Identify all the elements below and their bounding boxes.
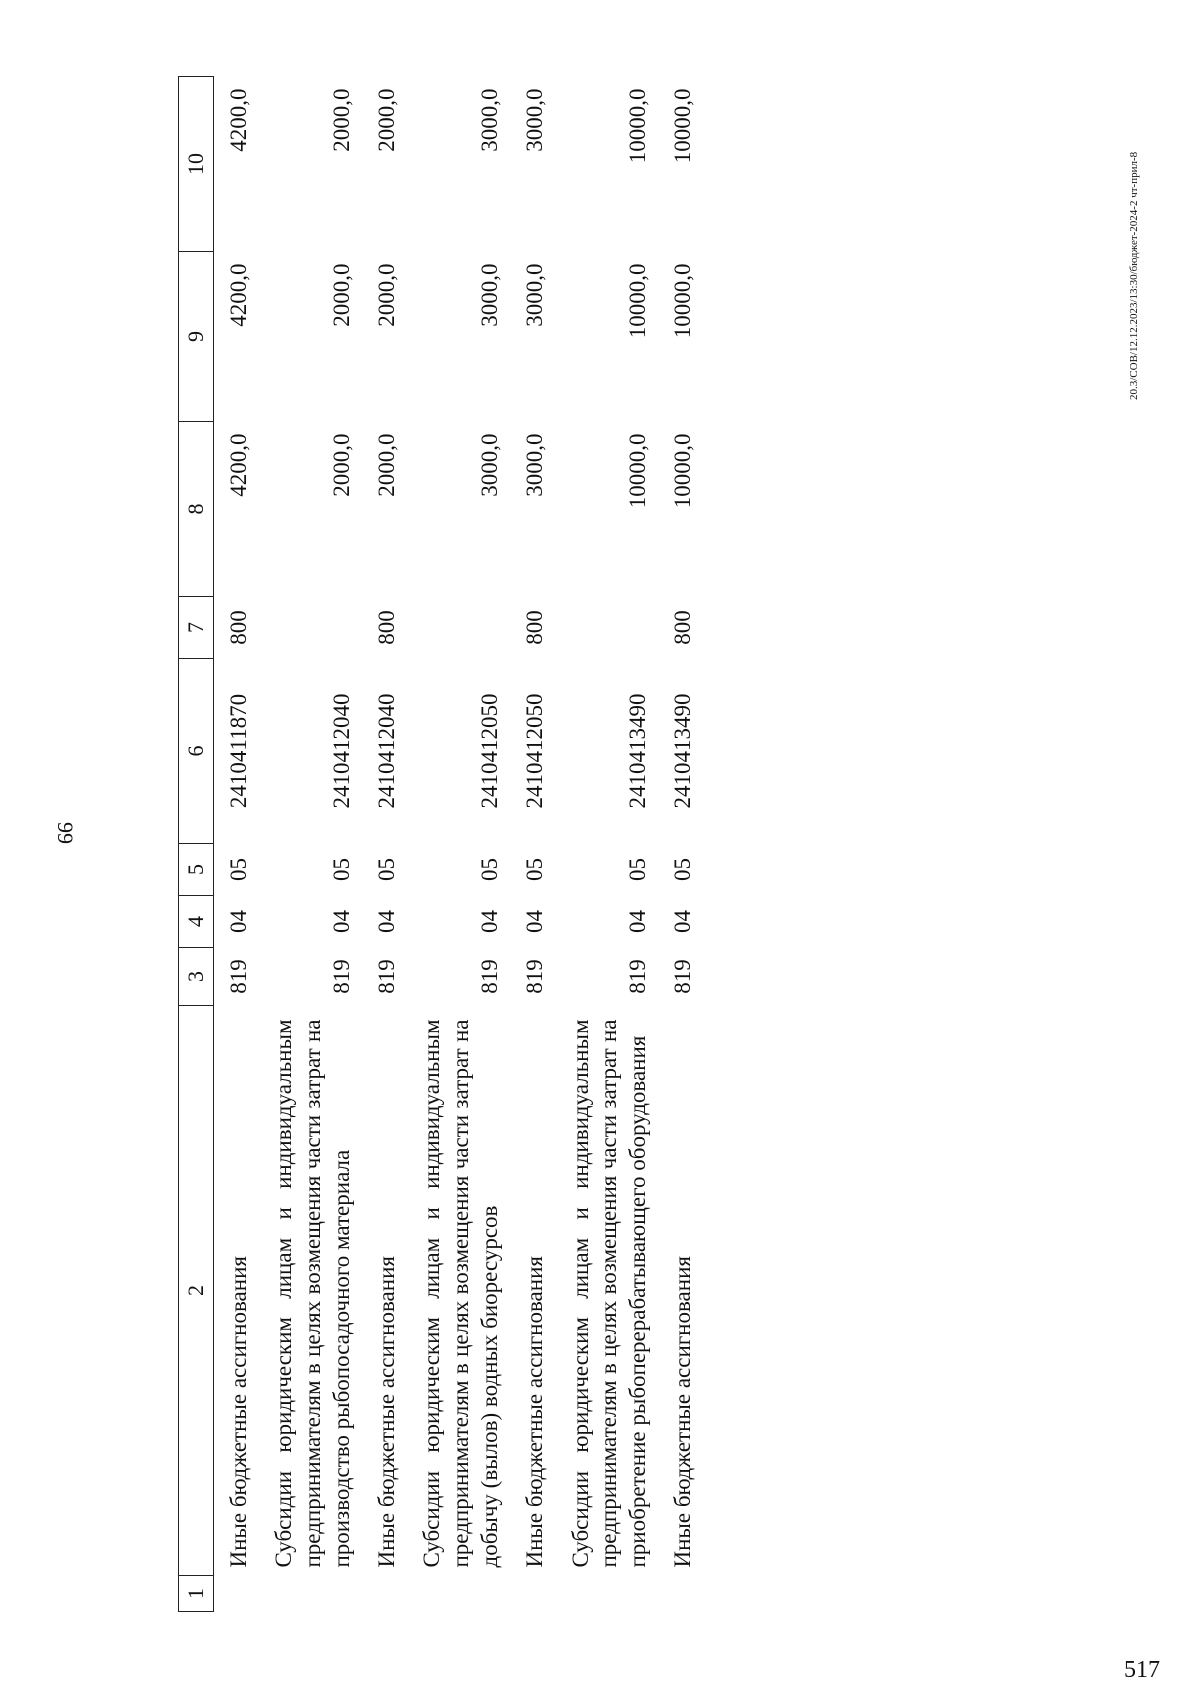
cell-col-4: 04 — [225, 910, 251, 933]
cell-col-5: 05 — [225, 858, 251, 881]
column-header: 2 — [179, 1006, 214, 1576]
cell-col-10: 3000,0 — [476, 88, 502, 152]
cell-col-4: 04 — [522, 910, 548, 933]
cell-col-3: 819 — [328, 959, 354, 994]
table-row — [511, 77, 559, 1612]
cell-col-4: 04 — [670, 910, 696, 933]
cell-col-2: Субсидии юридическим лицам и индивидуальным предпринимателям в целях возмещения части затрат на приобретение рыбоперерабатывающего оборудования — [567, 1019, 650, 1568]
cell-col-1 — [559, 1576, 659, 1612]
page-number: 99 — [53, 822, 78, 844]
cell-col-4: 04 — [625, 910, 650, 933]
cell-col-4: 04 — [476, 910, 502, 933]
rotated-table-container — [178, 77, 1008, 1612]
cell-col-10: 2000,0 — [328, 88, 354, 152]
budget-table — [178, 76, 707, 1612]
cell-col-3: 819 — [670, 959, 696, 994]
cell-col-2: Иные бюджетные ассигнования — [522, 1256, 548, 1568]
column-header: 6 — [179, 659, 214, 844]
cell-col-1 — [511, 1576, 559, 1612]
column-header: 1 — [179, 1576, 214, 1612]
cell-col-6: 2410413490 — [625, 693, 650, 809]
cell-col-5: 05 — [625, 858, 650, 881]
cell-col-10: 4200,0 — [225, 88, 251, 152]
cell-col-6: 2410412050 — [522, 693, 548, 809]
cell-col-5: 05 — [476, 858, 502, 881]
cell-col-2: Субсидии юридическим лицам и индивидуальным предпринимателям в целях возмещения части затрат на производство рыбопосадочного материала — [271, 1019, 354, 1568]
cell-col-9: 4200,0 — [225, 263, 251, 327]
cell-col-8: 10000,0 — [625, 433, 650, 509]
header-row — [179, 77, 214, 1612]
cell-col-6: 2410411870 — [225, 693, 251, 809]
cell-col-4: 04 — [328, 910, 354, 933]
table-row — [559, 77, 659, 1612]
cell-col-9: 10000,0 — [625, 263, 650, 339]
column-header: 10 — [179, 77, 214, 252]
cell-col-6: 2410412040 — [328, 693, 354, 809]
cell-col-8: 2000,0 — [328, 433, 354, 497]
cell-col-2: Иные бюджетные ассигнования — [670, 1256, 696, 1568]
cell-col-7: 800 — [225, 610, 251, 645]
cell-col-1 — [262, 1576, 362, 1612]
cell-col-2: Иные бюджетные ассигнования — [225, 1256, 251, 1568]
cell-col-10: 3000,0 — [522, 88, 548, 152]
cell-col-3: 819 — [225, 959, 251, 994]
cell-col-8: 3000,0 — [522, 433, 548, 497]
cell-col-8: 2000,0 — [373, 433, 399, 497]
cell-col-8: 4200,0 — [225, 433, 251, 497]
table-row — [410, 77, 510, 1612]
cell-col-9: 10000,0 — [670, 263, 696, 339]
column-header: 3 — [179, 948, 214, 1006]
cell-col-5: 05 — [522, 858, 548, 881]
cell-col-7: 800 — [373, 610, 399, 645]
cell-col-1 — [214, 1576, 263, 1612]
cell-col-10: 2000,0 — [373, 88, 399, 152]
cell-col-1 — [659, 1576, 707, 1612]
column-header: 7 — [179, 597, 214, 659]
cell-col-5: 05 — [373, 858, 399, 881]
cell-col-3: 819 — [625, 959, 650, 994]
cell-col-6: 2410412050 — [476, 693, 502, 809]
cell-col-6: 2410412040 — [373, 693, 399, 809]
table-row — [262, 77, 362, 1612]
cell-col-10: 10000,0 — [625, 88, 650, 164]
column-header: 5 — [179, 844, 214, 896]
column-header: 8 — [179, 422, 214, 597]
cell-col-9: 2000,0 — [328, 263, 354, 327]
cell-col-4: 04 — [373, 910, 399, 933]
cell-col-5: 05 — [328, 858, 354, 881]
cell-col-1 — [362, 1576, 410, 1612]
footer-code: 20.3/СОВ/12.12.2023/13:30/бюджет-2024-2 чт-прил-8 — [1128, 151, 1140, 400]
cell-col-9: 3000,0 — [522, 263, 548, 327]
cell-col-7 — [410, 597, 510, 659]
cell-col-3: 819 — [373, 959, 399, 994]
cell-col-7 — [262, 597, 362, 659]
cell-col-9: 3000,0 — [476, 263, 502, 327]
cell-col-3: 819 — [522, 959, 548, 994]
cell-col-5: 05 — [670, 858, 696, 881]
table-row — [659, 77, 707, 1612]
column-header: 9 — [179, 252, 214, 422]
cell-col-7: 800 — [522, 610, 548, 645]
column-header: 4 — [179, 896, 214, 948]
cell-col-2: Субсидии юридическим лицам и индивидуальным предпринимателям в целях возмещения части затрат на добычу (вылов) водных биоресурсов — [419, 1019, 502, 1568]
cell-col-8: 10000,0 — [670, 433, 696, 509]
cell-col-1 — [410, 1576, 510, 1612]
sheet-number: 517 — [1124, 1657, 1160, 1683]
cell-col-3: 819 — [476, 959, 502, 994]
table-row — [214, 77, 263, 1612]
cell-col-7: 800 — [670, 610, 696, 645]
cell-col-7 — [559, 597, 659, 659]
cell-col-10: 10000,0 — [670, 88, 696, 164]
cell-col-9: 2000,0 — [373, 263, 399, 327]
table-row — [362, 77, 410, 1612]
cell-col-2: Иные бюджетные ассигнования — [373, 1256, 399, 1568]
cell-col-6: 2410413490 — [670, 693, 696, 809]
cell-col-8: 3000,0 — [476, 433, 502, 497]
